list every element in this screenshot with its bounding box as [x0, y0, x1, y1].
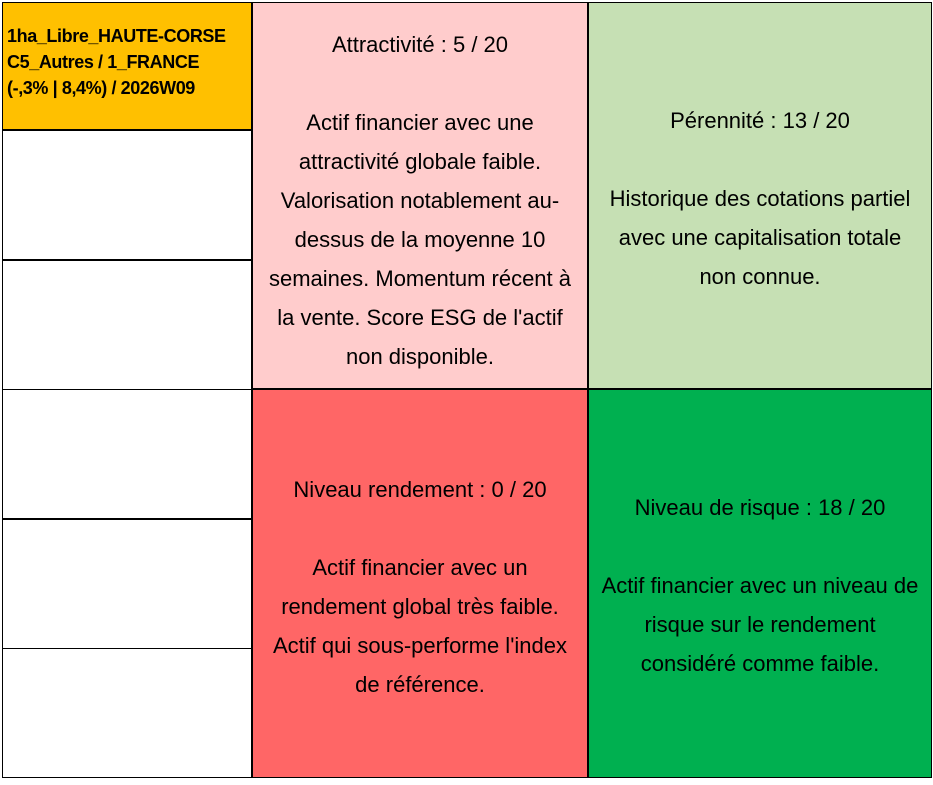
attractivite-desc-line: attractivité globale faible.	[298, 149, 542, 174]
empty-cell-4[interactable]	[2, 519, 252, 649]
risque-desc-line: risque sur le rendement	[644, 612, 876, 637]
perennite-title: Pérennité : 13 / 20	[670, 108, 850, 133]
rendement-desc-line: rendement global très faible.	[281, 594, 559, 619]
risque-desc-line: considéré comme faible.	[640, 651, 880, 676]
attractivite-desc-line: Valorisation notablement au-	[280, 188, 560, 213]
attractivite-spacer	[253, 64, 587, 103]
perennite-desc-line: avec une capitalisation totale	[618, 225, 902, 250]
perennite-cell[interactable]	[588, 2, 932, 389]
empty-cell-2[interactable]	[2, 260, 252, 390]
attractivite-cell[interactable]	[252, 2, 588, 389]
rendement-cell[interactable]	[252, 389, 588, 778]
empty-cell-5[interactable]	[2, 648, 252, 778]
asset-label-cell[interactable]	[2, 2, 252, 130]
perennite-desc-line: Historique des cotations partiel	[609, 186, 911, 211]
rendement-spacer	[253, 509, 587, 548]
risque-spacer	[589, 527, 931, 566]
empty-cell-3[interactable]	[2, 389, 252, 519]
risque-title: Niveau de risque : 18 / 20	[634, 495, 886, 520]
asset-label-line-3: (-,3% | 8,4%) / 2026W09	[7, 78, 195, 98]
rendement-desc-line: de référence.	[355, 672, 485, 697]
attractivite-desc-line: semaines. Momentum récent à	[268, 266, 572, 291]
empty-cell-1[interactable]	[2, 130, 252, 260]
perennite-desc-line: non connue.	[699, 264, 821, 289]
attractivite-desc-line: la vente. Score ESG de l'actif	[277, 305, 563, 330]
risque-cell[interactable]	[588, 389, 932, 778]
risque-desc-line: Actif financier avec un niveau de	[601, 573, 919, 598]
asset-label-line-1: 1ha_Libre_HAUTE-CORSE	[7, 26, 226, 46]
rendement-desc-line: Actif qui sous-performe l'index	[273, 633, 567, 658]
attractivite-desc-line: non disponible.	[345, 344, 494, 369]
attractivite-desc-line: dessus de la moyenne 10	[294, 227, 546, 252]
attractivite-title: Attractivité : 5 / 20	[331, 32, 509, 57]
asset-label-line-2: C5_Autres / 1_FRANCE	[7, 52, 200, 72]
attractivite-desc-line: Actif financier avec une	[306, 110, 534, 135]
rendement-title: Niveau rendement : 0 / 20	[293, 477, 547, 502]
perennite-spacer	[589, 140, 931, 179]
rendement-desc-line: Actif financier avec un	[312, 555, 528, 580]
